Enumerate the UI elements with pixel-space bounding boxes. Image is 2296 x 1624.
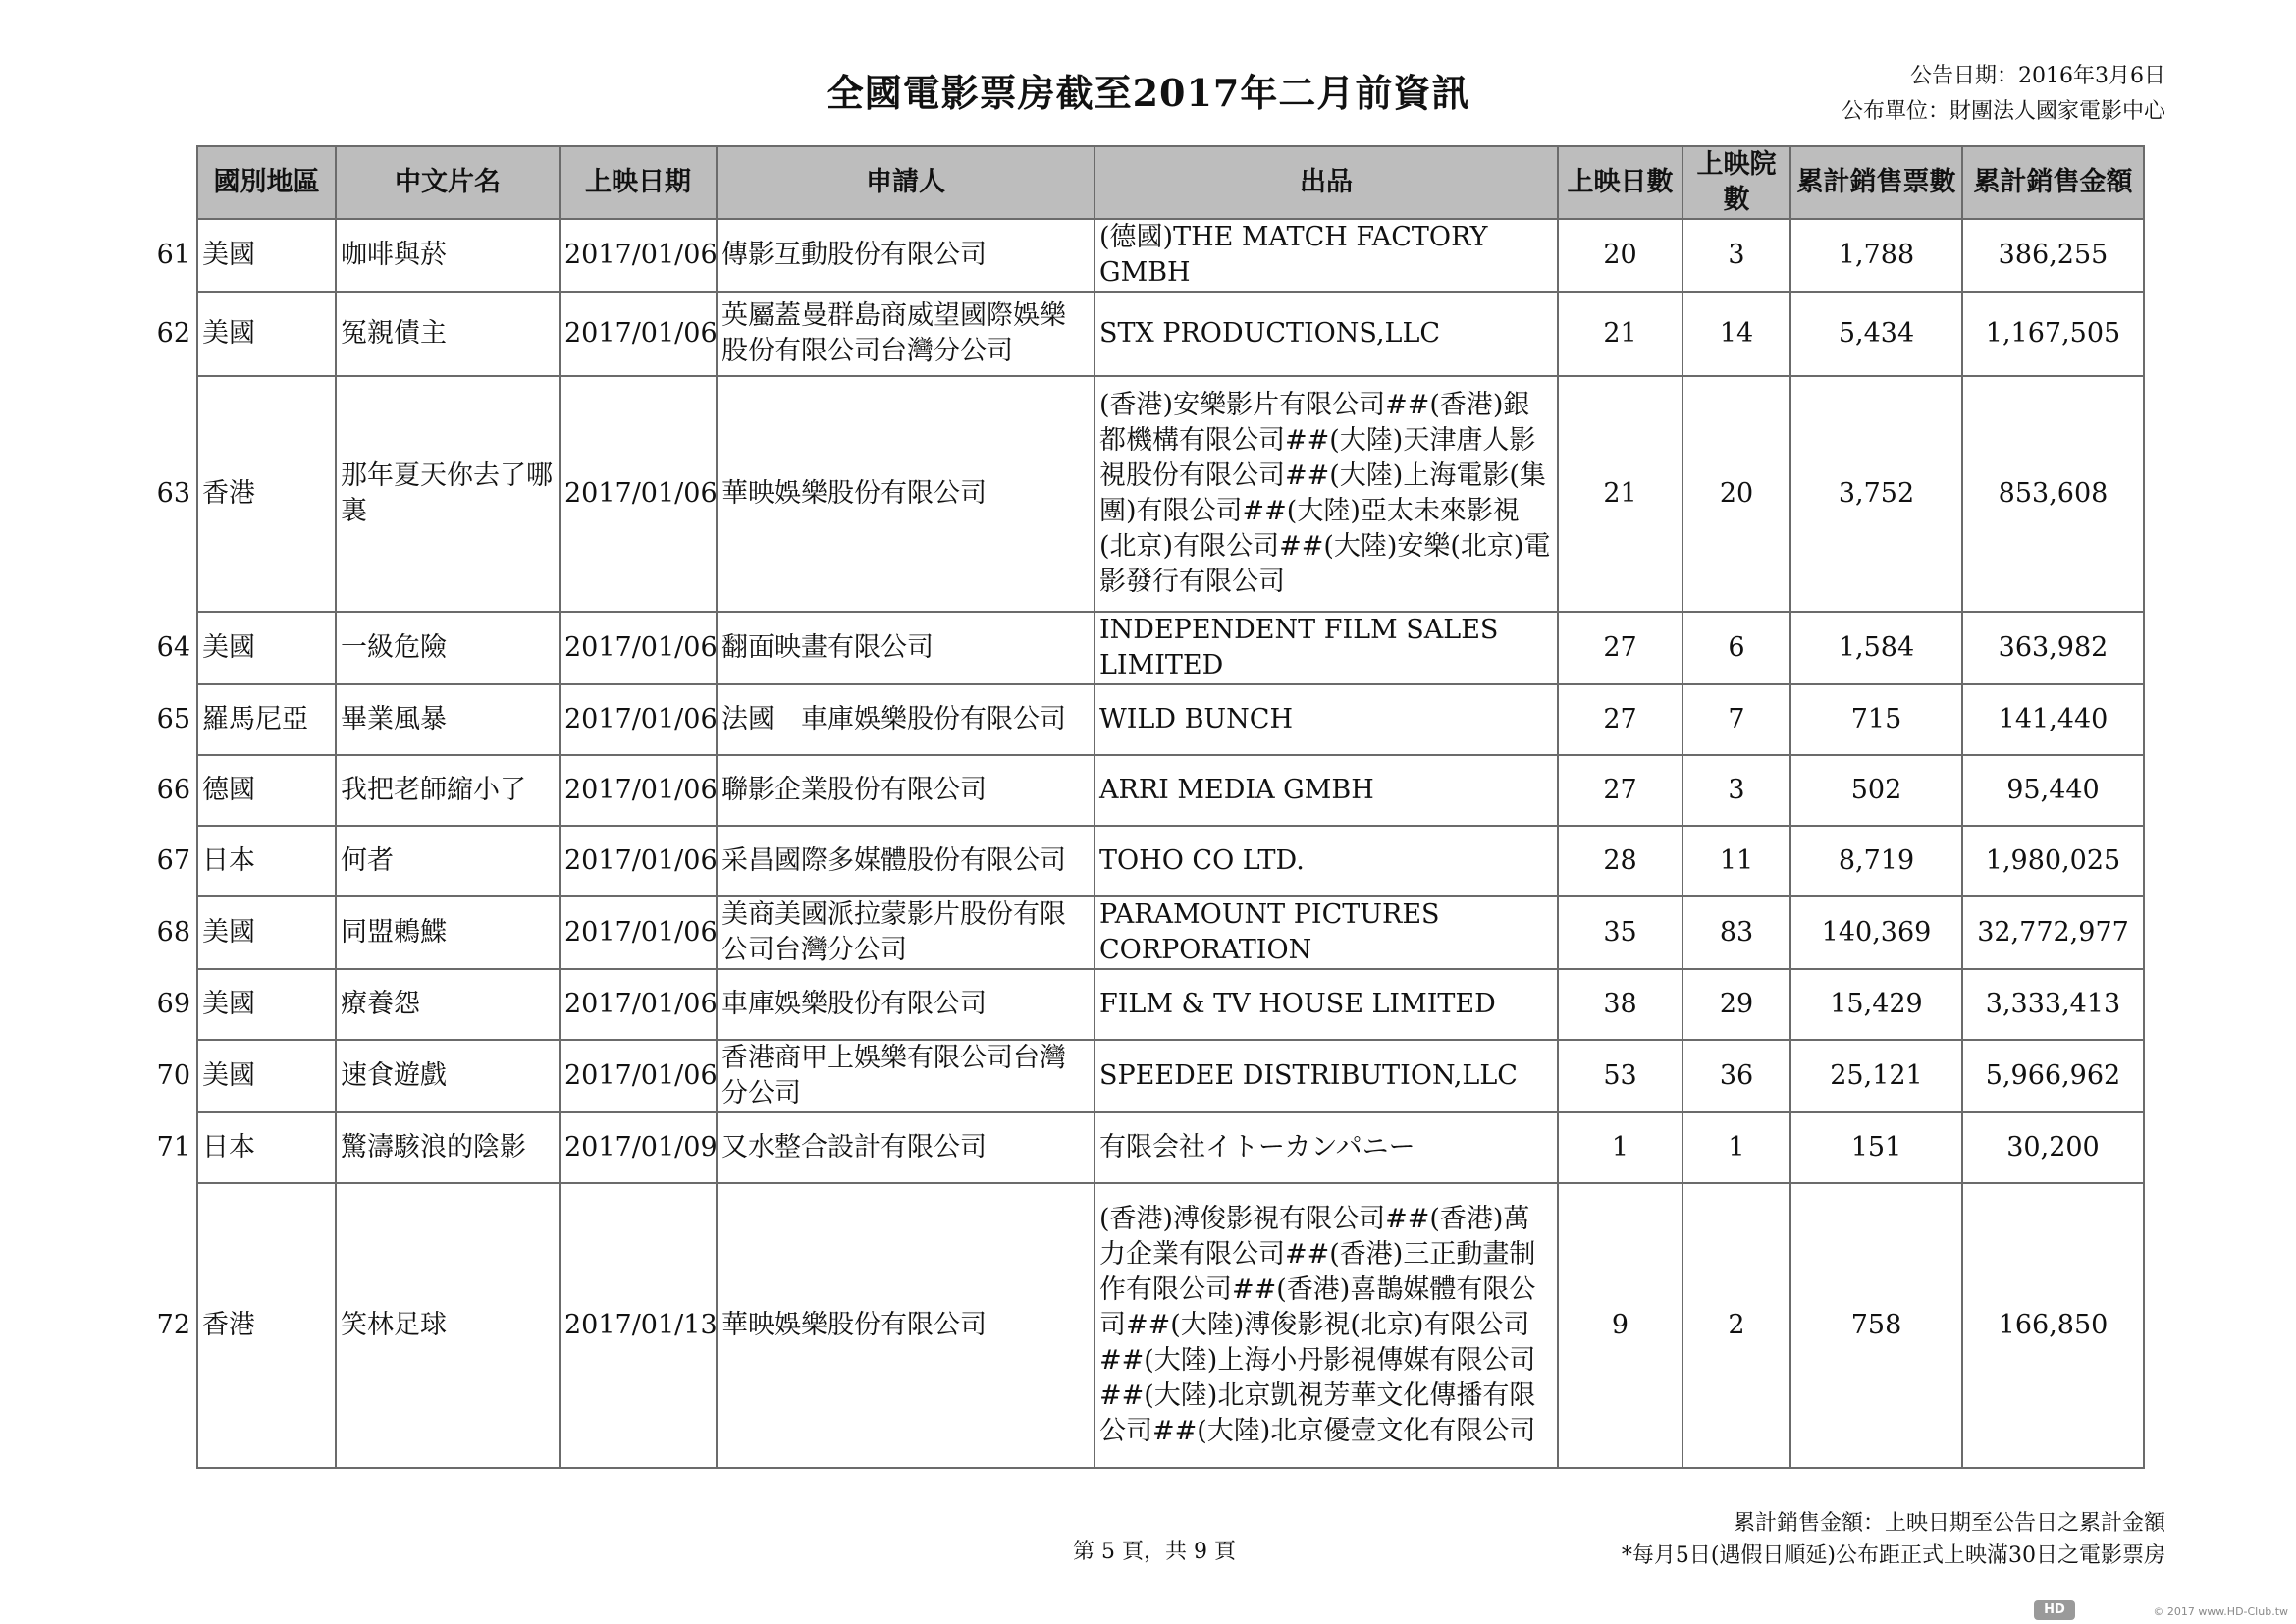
table-row [197, 896, 2144, 969]
table-row [197, 1183, 2144, 1468]
cell-theaters: 29 [1682, 969, 1790, 1040]
cell-theaters: 11 [1682, 826, 1790, 896]
cell-title: 何者 [336, 826, 560, 896]
region-text: 羅馬尼亞 [202, 704, 308, 734]
cell-title: 速食遊戲 [336, 1040, 560, 1112]
cell-date: 2017/01/06 [560, 376, 717, 612]
table-row [197, 826, 2144, 896]
cell-tickets: 15,429 [1790, 969, 1962, 1040]
cell-amount: 363,982 [1962, 612, 2144, 684]
col-header-theaters: 上映院數 [1682, 146, 1790, 219]
cell-date: 2017/01/06 [560, 684, 717, 755]
region-text: 香港 [202, 478, 255, 509]
cell-title: 我把老師縮小了 [336, 755, 560, 826]
cell-tickets: 5,434 [1790, 292, 1962, 376]
row-number: 61 [156, 240, 190, 270]
cell-producer: ARRI MEDIA GMBH [1095, 755, 1558, 826]
cell-region [156, 969, 336, 1040]
row-number: 62 [156, 318, 190, 349]
cell-days: 27 [1558, 755, 1682, 826]
cell-region [156, 755, 336, 826]
cell-date: 2017/01/06 [560, 219, 717, 292]
cell-region [156, 292, 336, 376]
cell-days: 53 [1558, 1040, 1682, 1112]
cell-date: 2017/01/06 [560, 826, 717, 896]
cell-days: 38 [1558, 969, 1682, 1040]
cell-amount: 1,167,505 [1962, 292, 2144, 376]
cell-date: 2017/01/06 [560, 896, 717, 969]
table-row [197, 612, 2144, 684]
row-number: 69 [156, 989, 190, 1019]
table-row [197, 1112, 2144, 1183]
table-row [197, 1040, 2144, 1112]
region-text: 美國 [202, 318, 255, 349]
col-header-tickets: 累計銷售票數 [1790, 146, 1962, 219]
cell-date: 2017/01/13 [560, 1183, 717, 1468]
cell-producer: INDEPENDENT FILM SALES LIMITED [1095, 612, 1558, 684]
cell-theaters: 7 [1682, 684, 1790, 755]
table-row [197, 969, 2144, 1040]
watermark-text: © 2017 www.HD-Club.tw [2153, 1605, 2288, 1618]
cell-date: 2017/01/06 [560, 969, 717, 1040]
region-text: 美國 [202, 240, 255, 270]
row-number: 66 [156, 775, 190, 805]
row-number: 70 [156, 1060, 190, 1091]
cell-tickets: 140,369 [1790, 896, 1962, 969]
cell-tickets: 25,121 [1790, 1040, 1962, 1112]
cell-amount: 3,333,413 [1962, 969, 2144, 1040]
cell-tickets: 8,719 [1790, 826, 1962, 896]
row-number: 65 [156, 704, 190, 734]
cell-producer: WILD BUNCH [1095, 684, 1558, 755]
cell-applicant: 傳影互動股份有限公司 [717, 219, 1095, 292]
page-title: 全國電影票房截至2017年二月前資訊 [826, 71, 1470, 115]
page-number: 第 5 頁，共 9 頁 [1073, 1540, 1236, 1564]
table-header-row [197, 146, 2144, 219]
cell-region [156, 1183, 336, 1468]
cell-amount: 95,440 [1962, 755, 2144, 826]
cell-tickets: 502 [1790, 755, 1962, 826]
cell-tickets: 151 [1790, 1112, 1962, 1183]
cell-date: 2017/01/09 [560, 1112, 717, 1183]
cell-applicant: 法國 車庫娛樂股份有限公司 [717, 684, 1095, 755]
cell-days: 35 [1558, 896, 1682, 969]
table-row [197, 219, 2144, 292]
region-text: 日本 [202, 845, 255, 876]
row-number: 63 [156, 478, 190, 509]
region-text: 美國 [202, 917, 255, 947]
cell-theaters: 1 [1682, 1112, 1790, 1183]
region-text: 德國 [202, 775, 255, 805]
cell-title: 一級危險 [336, 612, 560, 684]
cell-region [156, 376, 336, 612]
cell-title: 笑林足球 [336, 1183, 560, 1468]
cell-days: 27 [1558, 684, 1682, 755]
col-header-date: 上映日期 [560, 146, 717, 219]
cell-title: 驚濤駭浪的陰影 [336, 1112, 560, 1183]
header-meta [1842, 59, 2165, 130]
col-header-amount: 累計銷售金額 [1962, 146, 2144, 219]
cell-theaters: 36 [1682, 1040, 1790, 1112]
cell-days: 27 [1558, 612, 1682, 684]
cell-producer: STX PRODUCTIONS,LLC [1095, 292, 1558, 376]
cell-applicant: 車庫娛樂股份有限公司 [717, 969, 1095, 1040]
row-number: 64 [156, 632, 190, 663]
cell-theaters: 3 [1682, 219, 1790, 292]
cell-producer: FILM & TV HOUSE LIMITED [1095, 969, 1558, 1040]
cell-region [156, 612, 336, 684]
announce-date: 公告日期：2016年3月6日 [1910, 64, 2165, 88]
cell-amount: 141,440 [1962, 684, 2144, 755]
footer-note-amount: 累計銷售金額：上映日期至公告日之累計金額 [1733, 1511, 2165, 1536]
region-text: 日本 [202, 1132, 255, 1163]
row-number: 71 [156, 1132, 190, 1163]
box-office-table [156, 145, 2145, 1469]
watermark-logo: HD [2034, 1600, 2075, 1620]
cell-producer: TOHO CO LTD. [1095, 826, 1558, 896]
cell-applicant: 華映娛樂股份有限公司 [717, 1183, 1095, 1468]
cell-title: 療養怨 [336, 969, 560, 1040]
col-header-region: 國別地區 [197, 146, 336, 219]
cell-applicant: 香港商甲上娛樂有限公司台灣分公司 [717, 1040, 1095, 1112]
cell-amount: 30,200 [1962, 1112, 2144, 1183]
cell-amount: 32,772,977 [1962, 896, 2144, 969]
cell-title: 那年夏天你去了哪裏 [336, 376, 560, 612]
cell-theaters: 83 [1682, 896, 1790, 969]
cell-producer: 有限会社イトーカンパニー [1095, 1112, 1558, 1183]
cell-title: 畢業風暴 [336, 684, 560, 755]
cell-title: 冤親債主 [336, 292, 560, 376]
cell-amount: 5,966,962 [1962, 1040, 2144, 1112]
table-row [197, 755, 2144, 826]
table-row [197, 684, 2144, 755]
col-header-days: 上映日數 [1558, 146, 1682, 219]
cell-theaters: 3 [1682, 755, 1790, 826]
cell-date: 2017/01/06 [560, 292, 717, 376]
region-text: 美國 [202, 1060, 255, 1091]
cell-days: 21 [1558, 292, 1682, 376]
cell-applicant: 又水整合設計有限公司 [717, 1112, 1095, 1183]
cell-tickets: 758 [1790, 1183, 1962, 1468]
cell-tickets: 1,788 [1790, 219, 1962, 292]
cell-days: 20 [1558, 219, 1682, 292]
cell-theaters: 20 [1682, 376, 1790, 612]
region-text: 美國 [202, 632, 255, 663]
cell-producer: (德國)THE MATCH FACTORY GMBH [1095, 219, 1558, 292]
cell-applicant: 采昌國際多媒體股份有限公司 [717, 826, 1095, 896]
cell-date: 2017/01/06 [560, 612, 717, 684]
cell-applicant: 英屬蓋曼群島商威望國際娛樂股份有限公司台灣分公司 [717, 292, 1095, 376]
row-number: 68 [156, 917, 190, 947]
cell-applicant: 華映娛樂股份有限公司 [717, 376, 1095, 612]
cell-amount: 1,980,025 [1962, 826, 2144, 896]
footer-note-schedule: *每月5日(遇假日順延)公布距正式上映滿30日之電影票房 [1621, 1543, 2165, 1568]
row-number: 67 [156, 845, 190, 876]
cell-tickets: 715 [1790, 684, 1962, 755]
footer-notes [1622, 1507, 2165, 1572]
cell-producer: (香港)溥俊影視有限公司##(香港)萬力企業有限公司##(香港)三正動畫制作有限公司##(香港)喜鵲媒體有限公司##(大陸)溥俊影視(北京)有限公司##(大陸)上海小丹影視傳媒有限公司##(大陸)北京凱視芳華文化傳播有限公司##(大陸)北京優壹文化有限公司 [1095, 1183, 1558, 1468]
cell-amount: 166,850 [1962, 1183, 2144, 1468]
cell-producer: PARAMOUNT PICTURES CORPORATION [1095, 896, 1558, 969]
cell-date: 2017/01/06 [560, 755, 717, 826]
cell-title: 同盟鶇鰈 [336, 896, 560, 969]
cell-days: 21 [1558, 376, 1682, 612]
row-number: 72 [156, 1310, 190, 1340]
cell-amount: 386,255 [1962, 219, 2144, 292]
cell-amount: 853,608 [1962, 376, 2144, 612]
cell-producer: (香港)安樂影片有限公司##(香港)銀都機構有限公司##(大陸)天津唐人影視股份有限公司##(大陸)上海電影(集團)有限公司##(大陸)亞太未來影視(北京)有限公司##(大陸)安樂(北京)電影發行有限公司 [1095, 376, 1558, 612]
cell-title: 咖啡與菸 [336, 219, 560, 292]
cell-theaters: 6 [1682, 612, 1790, 684]
cell-region [156, 1112, 336, 1183]
cell-applicant: 翻面映畫有限公司 [717, 612, 1095, 684]
cell-applicant: 聯影企業股份有限公司 [717, 755, 1095, 826]
cell-days: 1 [1558, 1112, 1682, 1183]
col-header-title: 中文片名 [336, 146, 560, 219]
cell-date: 2017/01/06 [560, 1040, 717, 1112]
region-text: 香港 [202, 1310, 255, 1340]
cell-tickets: 1,584 [1790, 612, 1962, 684]
cell-days: 9 [1558, 1183, 1682, 1468]
table-row [197, 376, 2144, 612]
cell-days: 28 [1558, 826, 1682, 896]
cell-tickets: 3,752 [1790, 376, 1962, 612]
cell-producer: SPEEDEE DISTRIBUTION,LLC [1095, 1040, 1558, 1112]
col-header-applicant: 申請人 [717, 146, 1095, 219]
cell-region [156, 1040, 336, 1112]
cell-theaters: 14 [1682, 292, 1790, 376]
table-row [197, 292, 2144, 376]
publisher: 公布單位：財團法人國家電影中心 [1841, 99, 2165, 124]
col-header-producer: 出品 [1095, 146, 1558, 219]
cell-region [156, 826, 336, 896]
region-text: 美國 [202, 989, 255, 1019]
cell-region [156, 896, 336, 969]
cell-region [156, 219, 336, 292]
cell-theaters: 2 [1682, 1183, 1790, 1468]
cell-region [156, 684, 336, 755]
cell-applicant: 美商美國派拉蒙影片股份有限公司台灣分公司 [717, 896, 1095, 969]
